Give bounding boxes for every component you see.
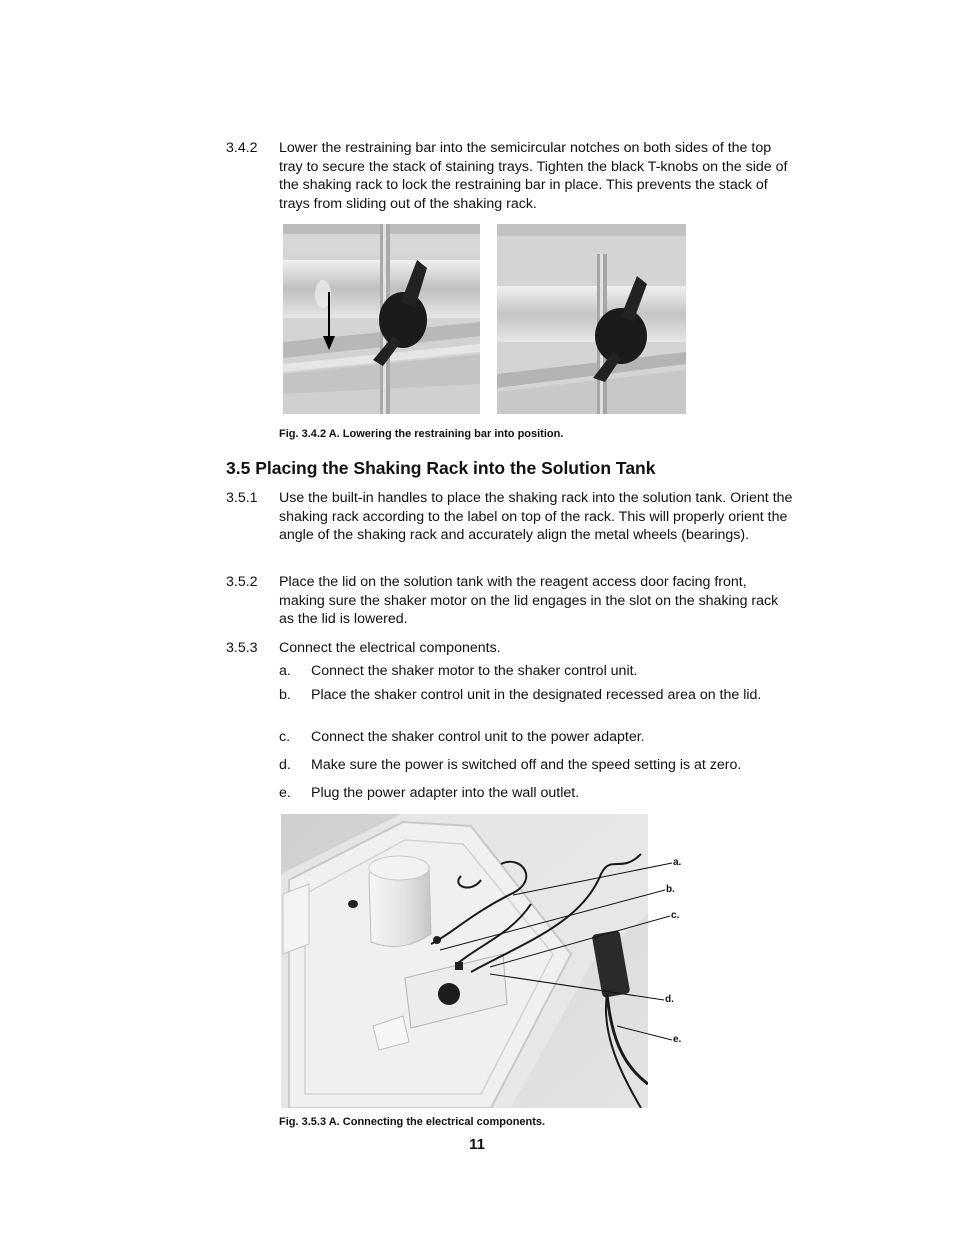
- substep-letter: d.: [279, 757, 291, 773]
- figure-caption-3-5-3: Fig. 3.5.3 A. Connecting the electrical components.: [279, 1116, 546, 1128]
- step-text: Place the lid on the solution tank with the reagent access door facing front, making sure the shaker motor on the lid engages in the slot on the shaking rack as the lid is lowered.: [279, 574, 779, 628]
- callout-d: d.: [665, 994, 674, 1005]
- callout-a: a.: [673, 857, 682, 868]
- section-heading-3-5: 3.5 Placing the Shaking Rack into the Solution Tank: [226, 458, 656, 478]
- step-text: Connect the electrical components.: [279, 640, 501, 656]
- callout-b: b.: [666, 884, 675, 895]
- step-text: Use the built-in handles to place the shaking rack into the solution tank. Orient the shaking rack according to the label on top of the rack. This will properly orient the angle of the shaking rack and accurately align the metal wheels (bearings).: [279, 490, 793, 544]
- callout-c: c.: [671, 910, 680, 921]
- step-number: 3.4.2: [226, 140, 258, 156]
- substep-text: Plug the power adapter into the wall outlet.: [311, 785, 580, 801]
- substep-letter: a.: [279, 663, 291, 679]
- substep-text: Connect the shaker motor to the shaker control unit.: [311, 663, 638, 679]
- step-number: 3.5.2: [226, 574, 258, 590]
- substep-letter: e.: [279, 785, 291, 801]
- page-number: 11: [469, 1136, 485, 1153]
- step-number: 3.5.3: [226, 640, 258, 656]
- substep-text: Make sure the power is switched off and the speed setting is at zero.: [311, 757, 742, 773]
- substep-letter: b.: [279, 687, 291, 703]
- callout-e: e.: [673, 1034, 682, 1045]
- figure-caption-3-4-2: Fig. 3.4.2 A. Lowering the restraining bar into position.: [279, 428, 564, 440]
- substep-text: Connect the shaker control unit to the power adapter.: [311, 729, 645, 745]
- substep-text: Place the shaker control unit in the designated recessed area on the lid.: [311, 687, 762, 703]
- step-number: 3.5.1: [226, 490, 258, 506]
- substep-letter: c.: [279, 729, 291, 745]
- step-text: Lower the restraining bar into the semicircular notches on both sides of the top tray to secure the stack of staining trays. Tighten the black T-knobs on the side of the shaking rack to lock the restraining bar in place. This prevents the stack of trays from sliding out of the shaking rack.: [279, 140, 788, 212]
